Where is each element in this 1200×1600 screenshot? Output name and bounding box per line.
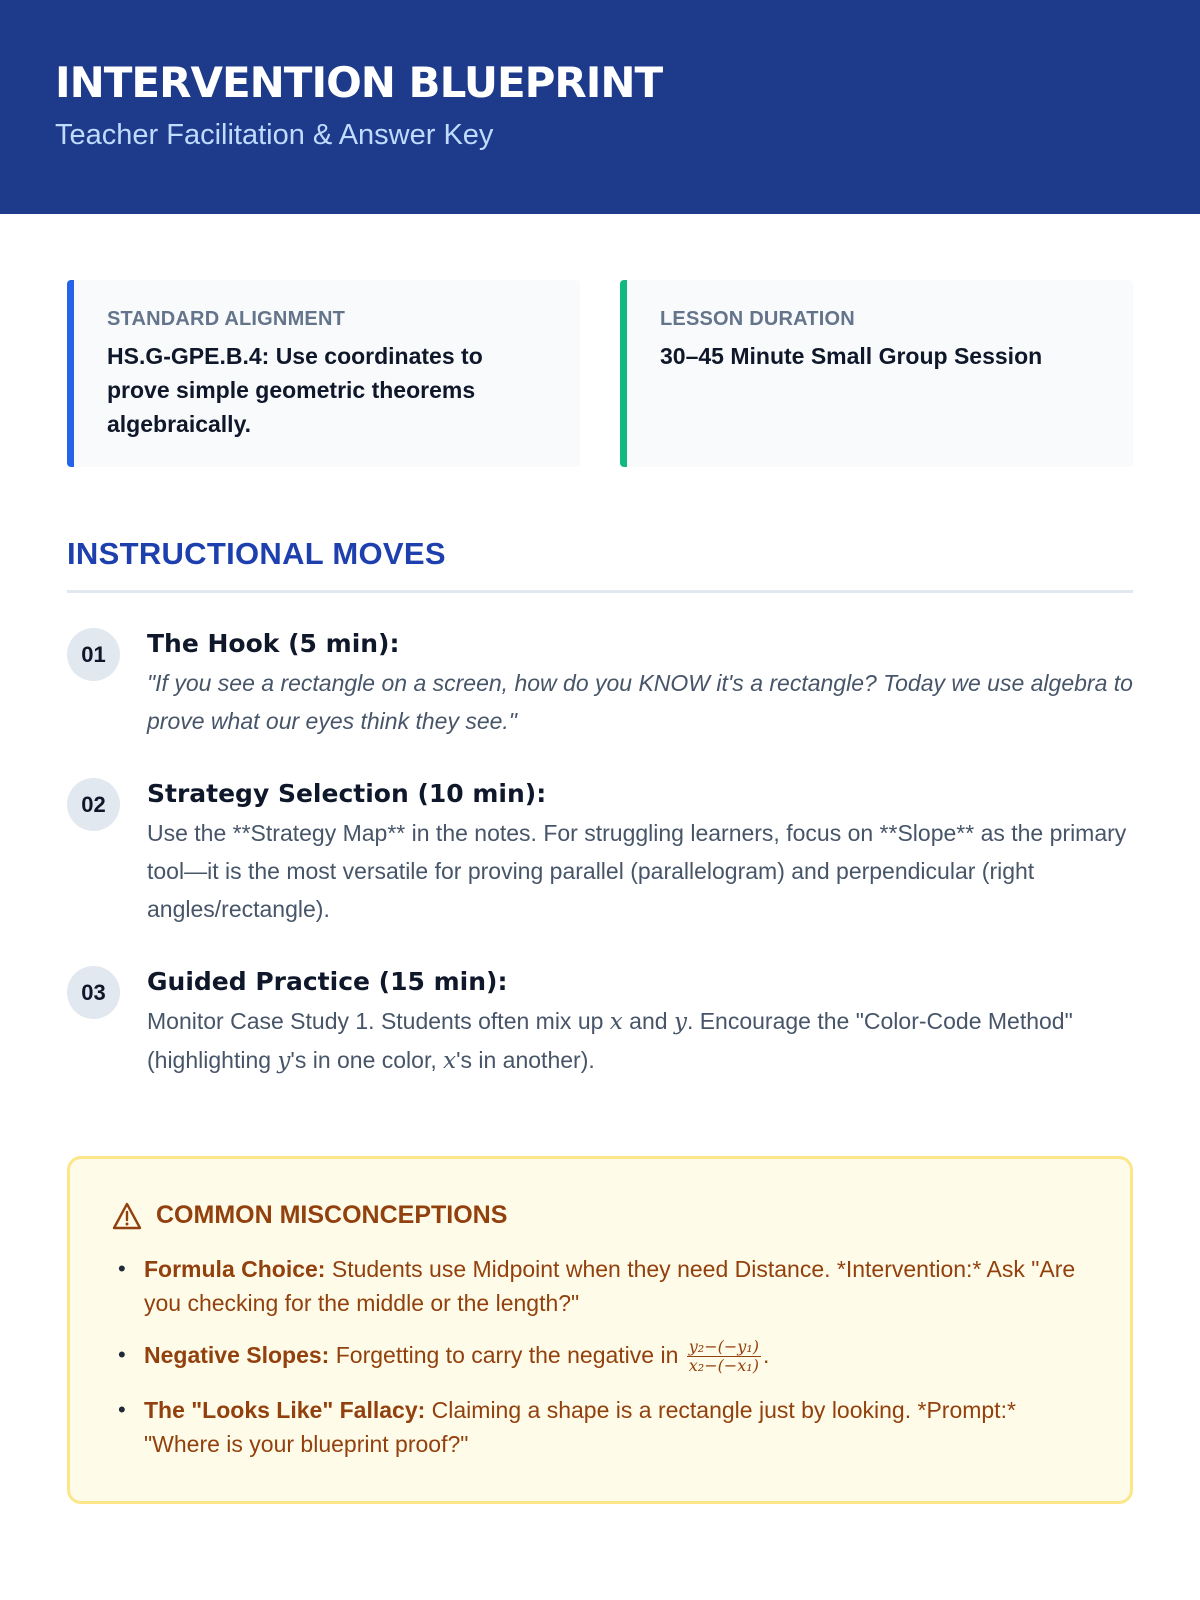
misconception-text: Forgetting to carry the negative in bbox=[335, 1342, 679, 1368]
move-heading: Strategy Selection (10 min): bbox=[147, 779, 547, 808]
card-label: STANDARD ALIGNMENT bbox=[107, 308, 346, 330]
misconception-term: The "Looks Like" Fallacy: bbox=[144, 1397, 426, 1424]
list-item: • The "Looks Like" Fallacy: Claiming a shape is a rectangle just by looking. *Prompt:* "Where is your blueprint proof?" bbox=[118, 1397, 1016, 1458]
step-number-badge: 02 bbox=[67, 778, 120, 831]
standard-alignment-card bbox=[67, 280, 580, 467]
math-y: y bbox=[673, 1009, 687, 1035]
move-heading: The Hook (5 min): bbox=[147, 629, 400, 658]
misconception-text: Claiming a shape is a rectangle just by looking. *Prompt:* "Where is your blueprint proof?" bbox=[144, 1397, 1016, 1458]
card-label: LESSON DURATION bbox=[660, 308, 855, 330]
page-subtitle: Teacher Facilitation & Answer Key bbox=[55, 119, 494, 151]
slope-fraction: $\frac{\text{y₂−(−y₁)}}{\text{x₂−(−x₁)}}$ bbox=[688, 1337, 759, 1376]
list-item: • Negative Slopes: Forgetting to carry the negative in $\frac{\text{y₂−(−y₁)}}{\text{x₂−(−x₁)}}$ . bbox=[118, 1337, 770, 1376]
math-y: y bbox=[277, 1048, 291, 1074]
misconception-term: Negative Slopes: bbox=[144, 1342, 330, 1368]
math-x: x bbox=[443, 1048, 457, 1074]
move-text: Monitor Case Study 1. Students often mix up x and y. Encourage the "Color-Code Method" (highlighting y's in one color, x's in another). bbox=[147, 1008, 1073, 1074]
card-value: HS.G-GPE.B.4: Use coordinates to prove simple geometric theorems algebraically. bbox=[107, 343, 483, 437]
callout-title bbox=[112, 1201, 1090, 1230]
step-number-badge: 03 bbox=[67, 966, 120, 1019]
instructional-moves-list bbox=[67, 626, 1133, 1116]
page-title: INTERVENTION BLUEPRINT bbox=[55, 58, 663, 107]
lesson-duration-card bbox=[620, 280, 1133, 467]
list-item bbox=[67, 964, 1133, 1080]
list-item bbox=[67, 626, 1133, 740]
move-heading: Guided Practice (15 min): bbox=[147, 967, 508, 996]
warning-icon bbox=[112, 1202, 142, 1230]
section-title: INSTRUCTIONAL MOVES bbox=[67, 536, 1133, 593]
list-item bbox=[67, 776, 1133, 928]
misconception-text: Students use Midpoint when they need Distance. *Intervention:* Ask "Are you checking for the middle or the length?" bbox=[144, 1256, 1076, 1316]
info-cards bbox=[67, 280, 1133, 467]
step-number-badge: 01 bbox=[67, 628, 120, 681]
misconceptions-list bbox=[112, 1252, 1090, 1461]
misconception-term: Formula Choice: bbox=[144, 1256, 326, 1282]
move-text: Use the **Strategy Map** in the notes. For struggling learners, focus on **Slope** as the primary tool—it is the most versatile for proving parallel (parallelogram) and perpendicular (right angles/rectangle). bbox=[147, 820, 1127, 922]
misconceptions-callout bbox=[67, 1156, 1133, 1504]
card-value: 30–45 Minute Small Group Session bbox=[660, 343, 1043, 369]
math-x: x bbox=[609, 1009, 623, 1035]
move-text: "If you see a rectangle on a screen, how do you KNOW it's a rectangle? Today we use algebra to prove what our eyes think they see." bbox=[147, 670, 1133, 734]
list-item: • Formula Choice: Students use Midpoint when they need Distance. *Intervention:* Ask "Are you checking for the middle or the length?" bbox=[118, 1256, 1076, 1316]
callout-title-text: COMMON MISCONCEPTIONS bbox=[156, 1201, 508, 1229]
page-header bbox=[0, 0, 1200, 214]
